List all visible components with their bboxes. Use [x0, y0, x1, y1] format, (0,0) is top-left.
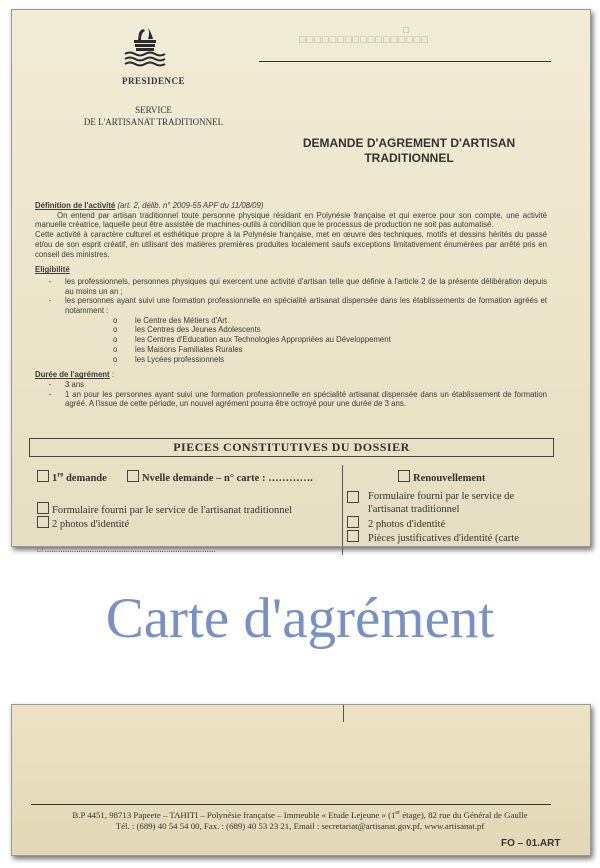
footer-address-sup: er: [395, 810, 401, 816]
list-item: - les professionnels, personnes physiques qui exercent une activité d'artisan telle que définie à l'article 2 de la présente délibération depuis au moins un an ;: [48, 276, 547, 296]
left-formulaire-label: Formulaire fourni par le service de l'artisanat traditionnel: [52, 505, 293, 516]
list-item: o les Maisons Familiales Rurales: [113, 344, 243, 354]
pieces-section-title: PIECES CONSTITUTIVES DU DOSSIER: [29, 438, 554, 457]
service-line-1: SERVICE: [135, 105, 172, 115]
right-identite-label: Pièces justificatives d'identité (carte: [368, 533, 519, 544]
first-demande-sup: re: [57, 470, 64, 479]
left-photos-label: 2 photos d'identité: [52, 519, 130, 530]
eligibilite-subitem-2: les Centres des Jeunes Adolescents: [135, 325, 261, 335]
eligibilite-item-1: les professionnels, personnes physiques qui exercent une activité d'artisan telle que définie à l'article 2 de la présente délibération depuis au moins un an ;: [65, 276, 547, 296]
list-item: o les Centres d'Education aux Technologies Appropriées au Développement: [113, 335, 391, 345]
stamp-boxes: □□□□□□□□□□□□□□□□□: [299, 34, 429, 46]
eligibilite-item-2: les personnes ayant suivi une formation professionnelle en spécialité artisanat dispensée dans les établissements de formation agréés et notamment :: [65, 296, 547, 316]
duree-colon: :: [109, 370, 114, 380]
footer-contact: Tél. : (689) 40 54 54 00, Fax. : (689) 40 53 23 21, Email : secretariat@artisanat.gov.pf, www.artisanat.pf: [115, 820, 485, 831]
duree-heading: Durée de l'agrément: [35, 370, 110, 380]
first-demande-label: demande: [63, 473, 107, 484]
photo-frame: [11, 704, 591, 856]
eligibilite-subitem-5: les Lycées professionnels: [135, 354, 224, 364]
service-line-2: DE L'ARTISANAT TRADITIONNEL: [83, 117, 224, 127]
list-item: - 1 an pour les personnes ayant suivi une formation professionnelle en spécialité artisanat dispensée dans un établissement de formation agréé. A l'issue de cette période, un nouvel agrément pourra être octroyé pour une durée de 3 ans.: [48, 389, 547, 409]
form-title-line-2: TRADITIONNEL: [364, 151, 454, 165]
document-photo-top: [11, 9, 591, 554]
definition-ref: (art. 2, délib. n° 2009-55 APF du 11/08/09): [115, 201, 264, 210]
list-item: - les personnes ayant suivi une formation professionnelle en spécialité artisanat dispensée dans les établissements de formation agréés et notamment :: [48, 296, 547, 316]
presidence-label: PRESIDENCE: [121, 76, 185, 86]
eligibilite-subitem-4: les Maisons Familiales Rurales: [135, 344, 243, 354]
duree-item-2: 1 an pour les personnes ayant suivi une formation professionnelle en spécialité artisanat dispensée dans un établissement de formation agréé. A l'issue de cette période, un nouvel agrément pourra être octroyé pour une durée de 3 ans.: [65, 389, 547, 409]
cut-off-row: □ ............................................................................: [37, 544, 216, 554]
list-item: o les Centres des Jeunes Adolescents: [113, 325, 261, 335]
definition-paragraph-2: Cette activité à caractère culturel et esthétique propre à la Polynésie française, met en œuvre des techniques, motifs et dessins hérités du passé et/ou de son esprit créatif, en utilisant des matières premières produites localement saufs exceptions limitativement énumérées par arrêté pris en conseil des ministres.: [35, 230, 547, 259]
right-photos-label: 2 photos d'identité: [368, 519, 446, 530]
definition-paragraph-1: On entend par artisan traditionnel toute personne physique résidant en Polynésie française et qui exerce pour son compte, une activité manuelle créatrice, laquelle peut être assistée de machines-outils à condition que le processus de production ne soit pas automatisé.: [35, 210, 547, 230]
list-item: o le Centre des Métiers d'Art: [113, 315, 228, 325]
photo-frame: [11, 9, 591, 547]
duree-item-1: 3 ans: [65, 379, 85, 389]
right-formulaire-label: Formulaire fourni par le service de l'artisanat traditionnel: [368, 491, 515, 515]
document-photo-bottom: [11, 704, 591, 856]
first-demande-num: 1: [52, 473, 58, 484]
form-title-line-1: DEMANDE D'AGREMENT D'ARTISAN: [302, 136, 516, 150]
footer-address-prefix: B.P 4451, 98713 Papeete – TAHITI – Polynésie française – Immeuble « Etude Lejeune » (1: [72, 809, 396, 820]
eligibilite-heading: Eligibilité: [35, 265, 70, 275]
nouvelle-demande-label: Nvelle demande – n° carte : ………….: [142, 473, 313, 484]
renouvellement-label: Renouvellement: [413, 473, 486, 484]
caption-title: Carte d'agrément: [105, 587, 495, 650]
eligibilite-subitem-1: le Centre des Métiers d'Art: [135, 315, 228, 325]
eligibilite-subitem-3: les Centres d'Education aux Technologies Appropriées au Développement: [135, 335, 391, 345]
definition-heading: Définition de l'activité: [35, 201, 116, 210]
list-item: o les Lycées professionnels: [113, 354, 224, 364]
form-reference: FO – 01.ART: [501, 838, 561, 849]
footer-address-suffix: étage), 82 rue du Général de Gaulle: [400, 809, 528, 820]
list-item: - 3 ans: [35, 380, 547, 390]
stamp-small-box: □: [403, 25, 410, 36]
